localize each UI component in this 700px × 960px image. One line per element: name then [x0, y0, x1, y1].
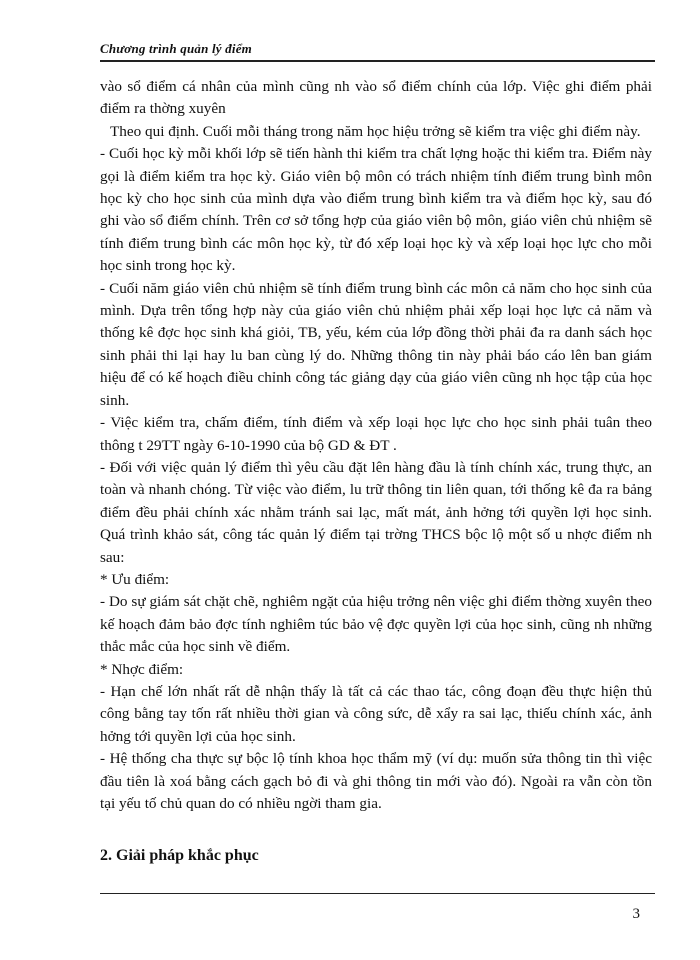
paragraph: - Đối với việc quản lý điểm thì yêu cầu đặt lên hàng đầu là tính chính xác, trung thực, an toàn và nhanh chóng. Từ việc vào điểm, lu trữ thông tin liên quan, tới thống kê đa ra bảng điểm đều phải chính xác nhằm tránh sai lạc, mất mát, ảnh hởng tới quyền lợi học sinh. Quá trình khảo sát, công tác quản lý điểm tại trờng THCS bộc lộ một số u nhợc điểm nh sau: — [100, 458, 652, 566]
page-number: 3 — [632, 906, 640, 922]
header-title: Chương trình quản lý điểm — [100, 41, 252, 56]
paragraph: - Việc kiểm tra, chấm điểm, tính điểm và xếp loại học lực cho học sinh phải tuân theo thông t 29TT ngày 6-10-1990 của bộ GD & ĐT . — [100, 414, 652, 454]
paragraph: vào sổ điểm cá nhân của mình cũng nh vào sổ điểm chính của lớp. Việc ghi điểm phải điểm ra thờng xuyên — [100, 78, 652, 118]
paragraph: * Ưu điểm: — [100, 570, 170, 588]
paragraph: - Cuối năm giáo viên chủ nhiệm sẽ tính điểm trung bình các môn cả năm cho học sinh của mình. Dựa trên tổng hợp này của giáo viên chủ nhiệm phải xếp loại học lực cả năm và thống kê đợc học sinh khá giỏi, TB, yếu, kém của lớp đồng thời phải đa ra danh sách học sinh phải thi lại hay lu ban cùng lý do. Những thông tin này phải báo cáo lên ban giám hiệu để có kế hoạch điều chỉnh công tác giảng dạy của giáo viên cũng nh học tập của học sinh. — [100, 279, 652, 409]
paragraph: - Hạn chế lớn nhất rất dễ nhận thấy là tất cả các thao tác, công đoạn đều thực hiện thủ công bằng tay tốn rất nhiều thời gian và công sức, dễ xẩy ra sai lạc, thiếu chính xác, ảnh hởng tới quyền lợi của học sinh. — [100, 682, 652, 745]
body-text — [100, 76, 652, 815]
paragraph: - Cuối học kỳ mỗi khối lớp sẽ tiến hành thi kiểm tra chất lợng hoặc thi kiểm tra. Điểm này gọi là điểm kiểm tra học kỳ. Giáo viên bộ môn có trách nhiệm tính điểm trung bình môn học kỳ cho học sinh của mình dựa vào điểm trung bình kiểm tra và điểm học kỳ, sau đó ghi vào sổ điểm chính. Trên cơ sở tổng hợp của giáo viên bộ môn, giáo viên chủ nhiệm sẽ tính điểm trung bình các môn học kỳ, từ đó xếp loại học kỳ và xếp loại học lực cho mỗi học sinh trong học kỳ. — [100, 145, 652, 275]
paragraph: Theo qui định. Cuối mỗi tháng trong năm học hiệu trởng sẽ kiểm tra việc ghi điểm này. — [110, 122, 641, 140]
paragraph: - Do sự giám sát chặt chẽ, nghiêm ngặt của hiệu trởng nên việc ghi điểm thờng xuyên theo kế hoạch đảm bảo đợc tính nghiêm túc bảo vệ đợc quyền lợi của học sinh, cũng nh những thắc mắc của học sinh về điểm. — [100, 593, 652, 656]
paragraph: - Hệ thống cha thực sự bộc lộ tính khoa học thẩm mỹ (ví dụ: muốn sửa thông tin thì việc đầu tiên là xoá bằng cách gạch bỏ đi và ghi thông tin mới vào đó). Ngoài ra vẫn còn tồn tại yếu tố chủ quan do có nhiều ngời tham gia. — [100, 750, 652, 812]
footer-divider — [100, 893, 655, 894]
page-header — [100, 40, 655, 62]
section-heading: 2. Giải pháp khắc phục — [100, 847, 259, 864]
paragraph: * Nhợc điểm: — [100, 660, 184, 678]
